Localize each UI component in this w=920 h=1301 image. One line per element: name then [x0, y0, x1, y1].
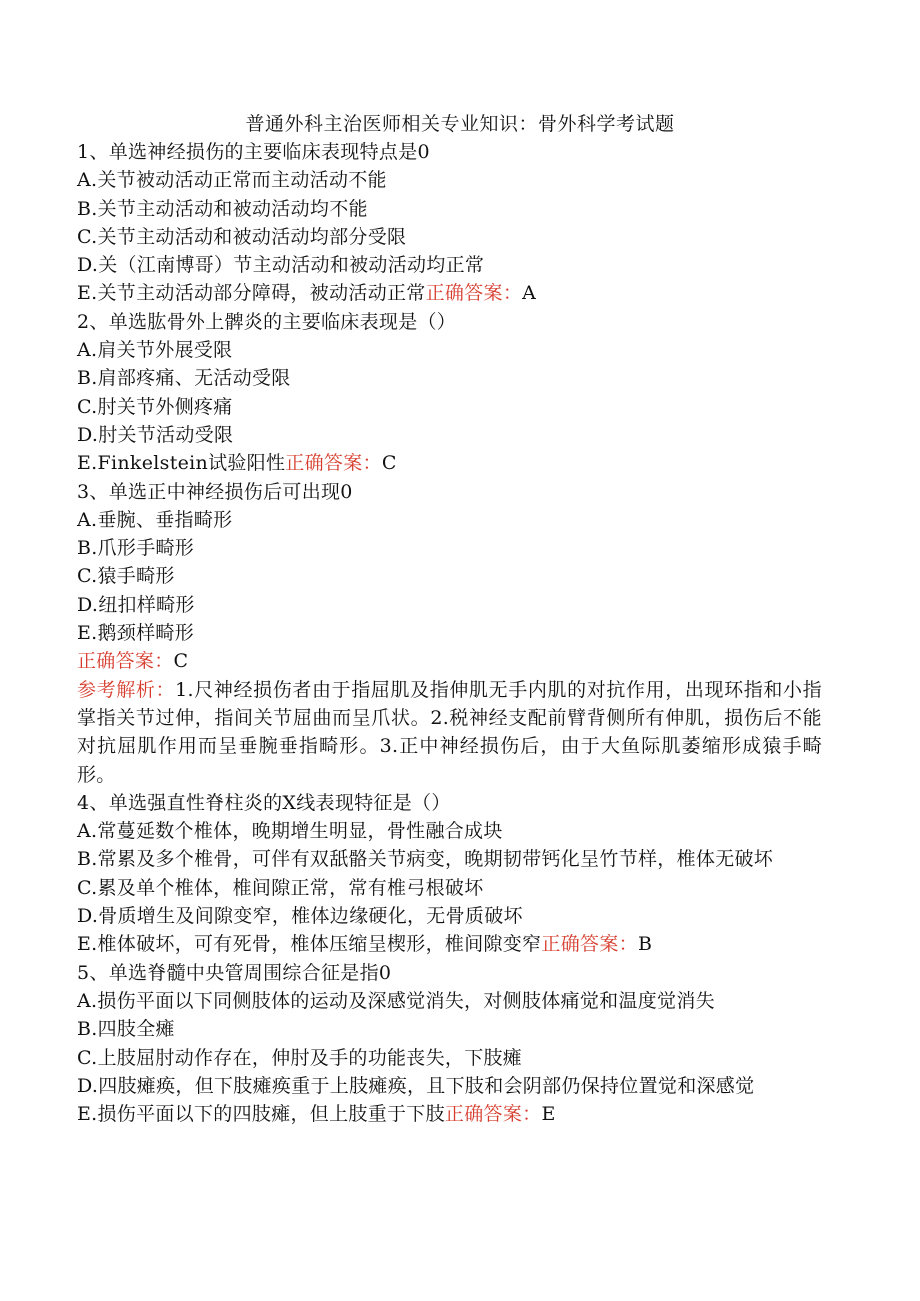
option-d: D.关（江南博哥）节主动活动和被动活动均正常	[77, 254, 485, 277]
answer-value: C	[381, 452, 397, 475]
answer-value: E	[541, 1103, 556, 1126]
page-title: 普通外科主治医师相关专业知识：骨外科学考试题	[245, 113, 675, 135]
option-e-with-answer	[77, 279, 822, 307]
option-e: E.鹅颈样畸形	[77, 622, 195, 645]
question-stem: 5、单选脊髓中央管周围综合征是指0	[77, 961, 392, 984]
option-c: C.肘关节外侧疼痛	[77, 395, 233, 418]
option-b: B.肩部疼痛、无活动受限	[77, 367, 291, 390]
option-c: C.猿手畸形	[77, 565, 175, 588]
option-e: E.损伤平面以下的四肢瘫，但上肢重于下肢	[77, 1103, 445, 1126]
question-stem: 3、单选正中神经损伤后可出现0	[77, 480, 353, 503]
answer-label: 正确答案：	[444, 1103, 542, 1126]
answer-label: 正确答案：	[285, 452, 382, 475]
option-b: B.常累及多个椎骨，可伴有双舐骼关节病变，晚期韧带钙化呈竹节样，椎体无破坏	[77, 848, 774, 871]
option-e: E.关节主动活动部分障碍，被动活动正常	[77, 282, 426, 305]
analysis-text: 1.尺神经损伤者由于指屈肌及指伸肌无手内肌的对抗作用，出现环指和小指掌指关节过伸，指间关节屈曲而呈爪状。2.税神经支配前臂背侧所有伸肌，损伤后不能对抗屈肌作用而呈垂腕垂指畸形。3.正中神经损伤后，由于大鱼际肌萎缩形成猿手畸形。	[77, 678, 822, 786]
option-c: C.上肢屈肘动作存在，伸肘及手的功能丧失，下肢瘫	[77, 1046, 523, 1069]
option-a: A.常蔓延数个椎体，晚期增生明显，骨性融合成块	[77, 820, 503, 843]
option-e-with-answer	[77, 1100, 822, 1128]
answer-value: A	[522, 282, 537, 305]
answer-label: 正确答案：	[77, 650, 174, 673]
option-a: A.肩关节外展受限	[77, 339, 233, 362]
option-c: C.关节主动活动和被动活动均部分受限	[77, 225, 407, 248]
option-b: B.四肢全瘫	[77, 1018, 175, 1041]
option-b: B.关节主动活动和被动活动均不能	[77, 197, 368, 220]
option-d: D.纽扣样畸形	[77, 593, 195, 616]
option-e: E.Finkelstein试验阳性	[77, 452, 286, 475]
analysis-paragraph	[77, 676, 822, 789]
option-a: A.关节被动活动正常而主动活动不能	[77, 169, 387, 192]
analysis-label: 参考解析：	[77, 678, 176, 701]
option-a: A.垂腕、垂指畸形	[77, 508, 233, 531]
answer-value: C	[173, 650, 189, 673]
option-e: E.椎体破坏，可有死骨，椎体压缩呈楔形，椎间隙变窄	[77, 933, 542, 956]
option-c: C.累及单个椎体，椎间隙正常，常有椎弓根破坏	[77, 876, 484, 899]
option-b: B.爪形手畸形	[77, 537, 195, 560]
option-e-with-answer	[77, 449, 822, 477]
answer-line	[77, 647, 822, 675]
option-a: A.损伤平面以下同侧肢体的运动及深感觉消失，对侧肢体痛觉和温度觉消失	[77, 989, 715, 1012]
option-d: D.肘关节活动受限	[77, 423, 234, 446]
option-d: D.骨质增生及间隙变窄，椎体边缘硬化，无骨质破坏	[77, 905, 523, 928]
option-e-with-answer	[77, 930, 822, 958]
answer-value: B	[637, 933, 653, 956]
question-list	[77, 138, 822, 1128]
question-stem: 1、单选神经损伤的主要临床表现特点是0	[77, 141, 430, 163]
answer-label: 正确答案：	[425, 282, 523, 305]
answer-label: 正确答案：	[541, 933, 638, 956]
option-d: D.四肢瘫痪，但下肢瘫痪重于上肢瘫痪，且下肢和会阴部仍保持位置觉和深感觉	[77, 1074, 755, 1097]
question-stem: 4、单选强直性脊柱炎的X线表现特征是（）	[77, 791, 451, 814]
question-stem: 2、单选肱骨外上髀炎的主要临床表现是（）	[77, 310, 457, 333]
